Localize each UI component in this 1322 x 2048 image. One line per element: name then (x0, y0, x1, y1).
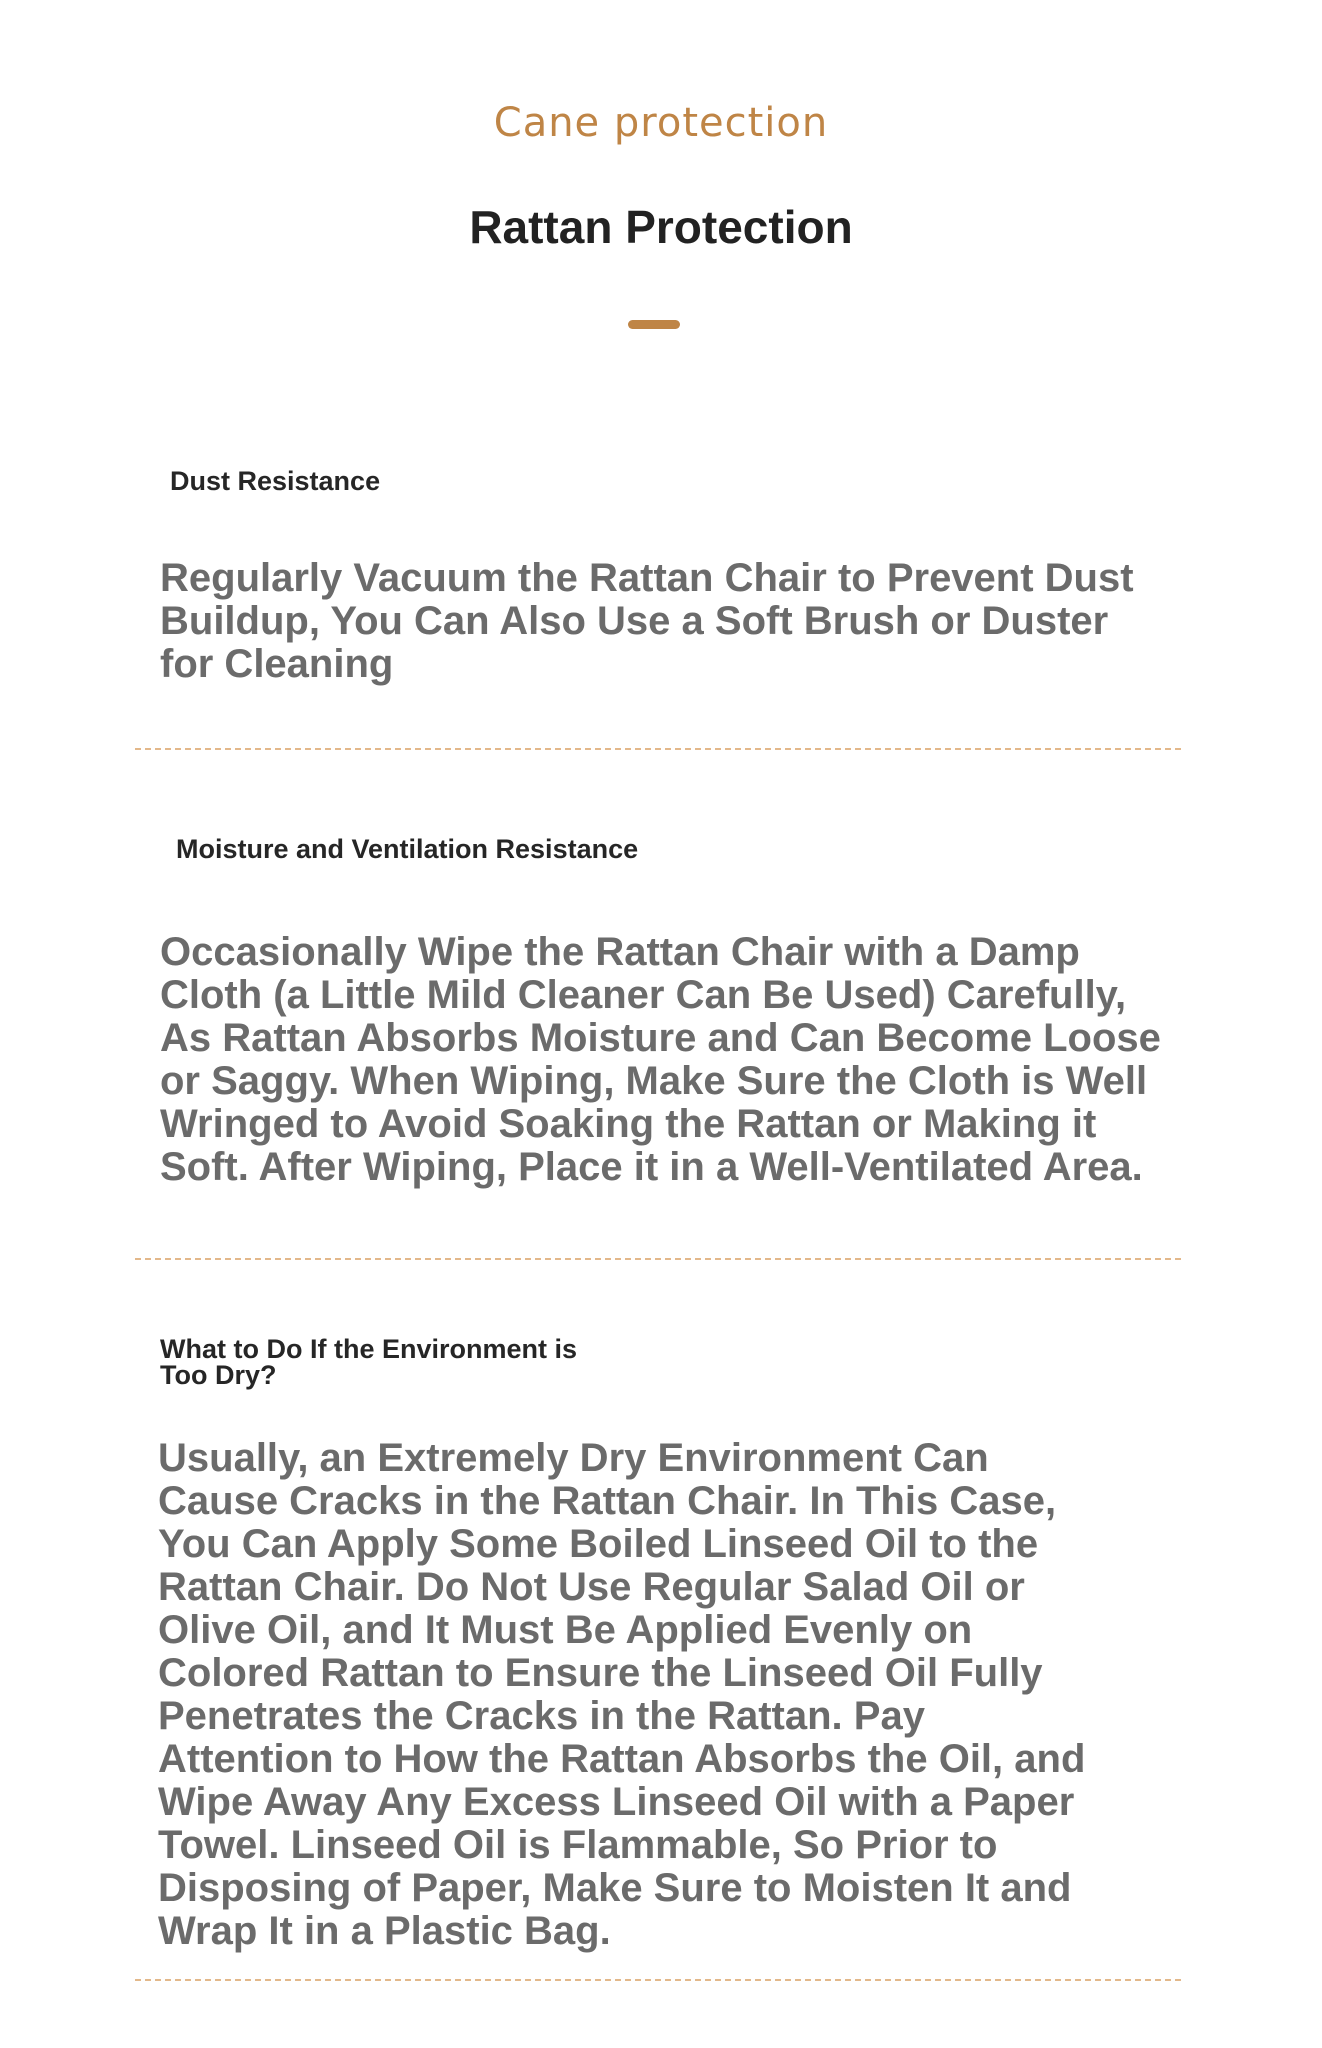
section-heading-dust-resistance: Dust Resistance (170, 466, 381, 496)
section-divider (135, 1979, 1181, 1981)
section-body-moisture-ventilation: Occasionally Wipe the Rattan Chair with a Damp Cloth (a Little Mild Cleaner Can Be Used) Carefully, As Rattan Absorbs Moisture and Can Become Loose or Saggy. When Wiping, Make Sure the Cloth is Well Wringed to Avoid Soaking the Rattan or Making it Soft. After Wiping, Place it in a Well-Ventilated Area. (160, 930, 1161, 1189)
section-body-dust-resistance: Regularly Vacuum the Rattan Chair to Prevent Dust Buildup, You Can Also Use a Soft Brush or Duster for Cleaning (160, 556, 1134, 686)
page-subtitle: Cane protection (493, 100, 829, 146)
section-heading-too-dry: What to Do If the Environment is Too Dry? (160, 1334, 577, 1390)
section-heading-moisture-ventilation: Moisture and Ventilation Resistance (176, 834, 639, 864)
section-divider (135, 748, 1181, 750)
section-body-too-dry: Usually, an Extremely Dry Environment Can Cause Cracks in the Rattan Chair. In This Case, You Can Apply Some Boiled Linseed Oil to the Rattan Chair. Do Not Use Regular Salad Oil or Olive Oil, and It Must Be Applied Evenly on Colored Rattan to Ensure the Linseed Oil Fully Penetrates the Cracks in the Rattan. Pay Attention to How the Rattan Absorbs the Oil, and Wipe Away Any Excess Linseed Oil with a Paper Towel. Linseed Oil is Flammable, So Prior to Disposing of Paper, Make Sure to Moisten It and Wrap It in a Plastic Bag. (158, 1436, 1086, 1953)
title-accent-bar (628, 320, 680, 329)
page-title: Rattan Protection (469, 201, 853, 253)
section-divider (135, 1258, 1181, 1260)
